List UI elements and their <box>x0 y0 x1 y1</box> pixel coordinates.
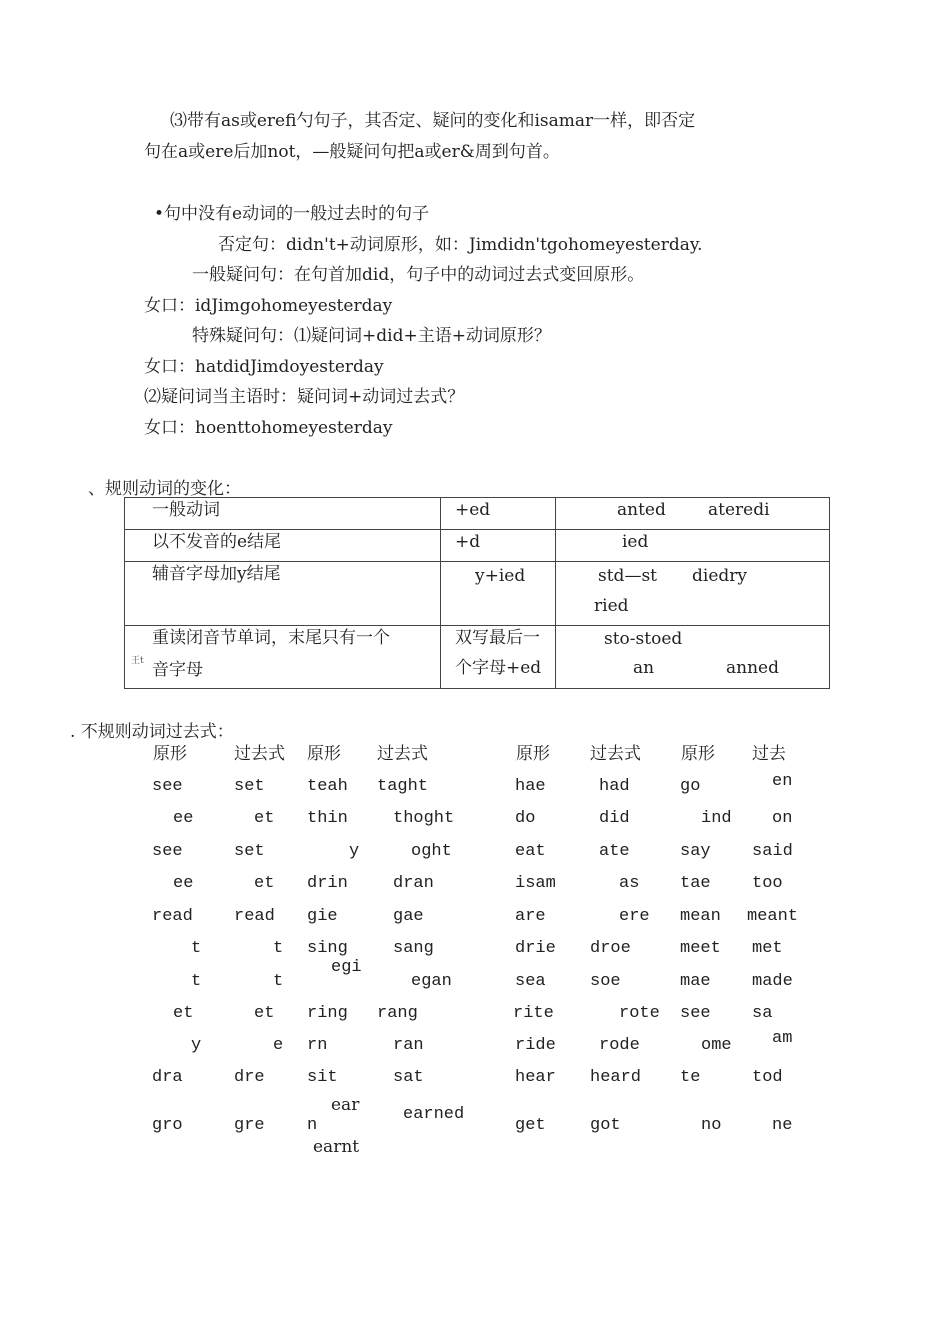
change-cell: 双写最后一 <box>455 628 540 648</box>
verb-form: sing <box>307 939 348 958</box>
verb-form: sea <box>515 972 546 991</box>
example-cell: ied <box>622 532 649 552</box>
example-cell: ateredi <box>708 500 770 520</box>
irregular-header: 过去 <box>752 744 786 764</box>
general-question-rule: 一般疑问句：在句首加did，句子中的动词过去式变回原形。 <box>192 265 645 285</box>
verb-form: ride <box>515 1036 556 1055</box>
verb-form: teah <box>307 777 348 796</box>
verb-form: t <box>273 939 284 958</box>
example-cell: std—st <box>598 566 657 586</box>
example-cell: anted <box>617 500 666 520</box>
verb-form: gro <box>152 1116 183 1135</box>
verb-form: tod <box>752 1068 783 1087</box>
verb-form: do <box>515 809 536 828</box>
change-cell: y+ied <box>475 566 526 586</box>
regular-verbs-table <box>124 497 830 689</box>
stray-mark: 王t <box>131 656 144 666</box>
verb-form: gre <box>234 1116 265 1135</box>
example-cell: an <box>633 658 655 678</box>
verb-form: ne <box>772 1116 793 1135</box>
verb-form: go <box>680 777 701 796</box>
verb-form: mae <box>680 972 711 991</box>
verb-form: set <box>234 777 265 796</box>
table-row <box>125 562 830 626</box>
verb-form: sit <box>307 1068 338 1087</box>
verb-form: no <box>701 1116 722 1135</box>
intro-line-2: 句在a或ere后加not，—般疑问句把a或er&周到句首。 <box>144 142 560 162</box>
verb-form: ring <box>307 1004 348 1023</box>
verb-form: ee <box>173 809 194 828</box>
verb-form: sa <box>752 1004 773 1023</box>
example-cell: diedry <box>692 566 747 586</box>
intro-line-1: ⑶带有as或erefi勺句子，其否定、疑问的变化和isamar一样，即否定 <box>170 111 696 131</box>
verb-form: ran <box>393 1036 424 1055</box>
verb-form: ate <box>599 842 630 861</box>
verb-form: am <box>772 1029 793 1048</box>
verb-form: t <box>191 972 202 991</box>
verb-form: soe <box>590 972 621 991</box>
verb-form: t <box>191 939 202 958</box>
change-cell: +ed <box>455 500 491 520</box>
verb-form: say <box>680 842 711 861</box>
verb-form: drie <box>515 939 556 958</box>
verb-form: en <box>772 772 793 791</box>
verb-form: e <box>273 1036 284 1055</box>
verb-form: et <box>254 1004 275 1023</box>
verb-form: sat <box>393 1068 424 1087</box>
verb-form: egi <box>331 958 362 977</box>
change-cell: 个字母+ed <box>455 658 542 678</box>
extra-word-ear: ear <box>331 1095 360 1115</box>
verb-form: eat <box>515 842 546 861</box>
irregular-header: 原形 <box>153 744 187 764</box>
verb-form: hear <box>515 1068 556 1087</box>
verb-form: met <box>752 939 783 958</box>
irregular-header: 原形 <box>516 744 550 764</box>
table-row <box>125 530 830 562</box>
verb-form: y <box>349 842 360 861</box>
verb-form: hae <box>515 777 546 796</box>
verb-form: sang <box>393 939 434 958</box>
verb-form: oght <box>411 842 452 861</box>
verb-form: thin <box>307 809 348 828</box>
verb-form: et <box>254 874 275 893</box>
rule-cell: 重读闭音节单词，末尾只有一个 <box>152 628 390 648</box>
rule-cell: 音字母 <box>152 660 203 680</box>
verb-form: said <box>752 842 793 861</box>
extra-word-earnt: earnt <box>313 1137 360 1157</box>
irregular-header: 过去式 <box>234 744 285 764</box>
verb-form: as <box>619 874 640 893</box>
verb-form: see <box>152 777 183 796</box>
example-cell: sto-stoed <box>604 629 683 649</box>
verb-form: dre <box>234 1068 265 1087</box>
verb-form: rite <box>513 1004 554 1023</box>
verb-form: too <box>752 874 783 893</box>
verb-form: et <box>173 1004 194 1023</box>
subject-question-rule: ⑵疑问词当主语时：疑问词+动词过去式？ <box>144 387 465 407</box>
verb-form: see <box>152 842 183 861</box>
verb-form: te <box>680 1068 701 1087</box>
irregular-header: 原形 <box>307 744 341 764</box>
verb-form: set <box>234 842 265 861</box>
verb-form: read <box>152 907 193 926</box>
verb-form: had <box>599 777 630 796</box>
verb-form: got <box>590 1116 621 1135</box>
verb-form: ere <box>619 907 650 926</box>
verb-form: meant <box>747 907 799 926</box>
verb-form: t <box>273 972 284 991</box>
verb-form: earned <box>403 1105 465 1124</box>
example-cell: ried <box>594 596 629 616</box>
negative-rule: 否定句：didn't+动词原形，如：Jimdidn'tgohomeyesterday. <box>218 235 703 255</box>
verb-form: tae <box>680 874 711 893</box>
special-question-rule: 特殊疑问句：⑴疑问词+did+主语+动词原形？ <box>192 326 551 346</box>
rule-cell: 辅音字母加y结尾 <box>152 564 281 584</box>
example-1: 女口：idJimgohomeyesterday <box>144 296 393 316</box>
verb-form: n <box>307 1116 318 1135</box>
example-cell: anned <box>726 658 779 678</box>
change-cell: +d <box>455 532 481 552</box>
verb-form: egan <box>411 972 452 991</box>
verb-form: et <box>254 809 275 828</box>
verb-form: ind <box>701 809 732 828</box>
regular-heading: 、规则动词的变化： <box>88 479 241 499</box>
verb-form: rode <box>599 1036 640 1055</box>
verb-form: are <box>515 907 546 926</box>
verb-form: get <box>515 1116 546 1135</box>
verb-form: meet <box>680 939 721 958</box>
verb-form: thoght <box>393 809 455 828</box>
verb-form: gae <box>393 907 424 926</box>
verb-form: gie <box>307 907 338 926</box>
verb-form: isam <box>515 874 556 893</box>
verb-form: dra <box>152 1068 183 1087</box>
verb-form: drin <box>307 874 348 893</box>
irregular-heading: . 不规则动词过去式： <box>70 722 234 742</box>
irregular-header: 原形 <box>681 744 715 764</box>
verb-form: did <box>599 809 630 828</box>
verb-form: read <box>234 907 275 926</box>
verb-form: droe <box>590 939 631 958</box>
verb-form: on <box>772 809 793 828</box>
verb-form: mean <box>680 907 721 926</box>
irregular-header: 过去式 <box>377 744 428 764</box>
verb-form: rote <box>619 1004 660 1023</box>
table-row <box>125 626 830 689</box>
verb-form: ee <box>173 874 194 893</box>
rule-cell: 以不发音的e结尾 <box>152 532 282 552</box>
table-row <box>125 498 830 530</box>
section-heading-no-be: •句中没有e动词的一般过去时的句子 <box>154 204 430 224</box>
verb-form: made <box>752 972 793 991</box>
verb-form: rn <box>307 1036 328 1055</box>
verb-form: dran <box>393 874 434 893</box>
verb-form: ome <box>701 1036 732 1055</box>
verb-form: y <box>191 1036 202 1055</box>
example-3: 女口：hoenttohomeyesterday <box>144 418 393 438</box>
verb-form: rang <box>377 1004 418 1023</box>
verb-form: see <box>680 1004 711 1023</box>
example-2: 女口：hatdidJimdoyesterday <box>144 357 384 377</box>
rule-cell: 一般动词 <box>152 500 220 520</box>
irregular-header: 过去式 <box>590 744 641 764</box>
verb-form: taght <box>377 777 429 796</box>
verb-form: heard <box>590 1068 642 1087</box>
